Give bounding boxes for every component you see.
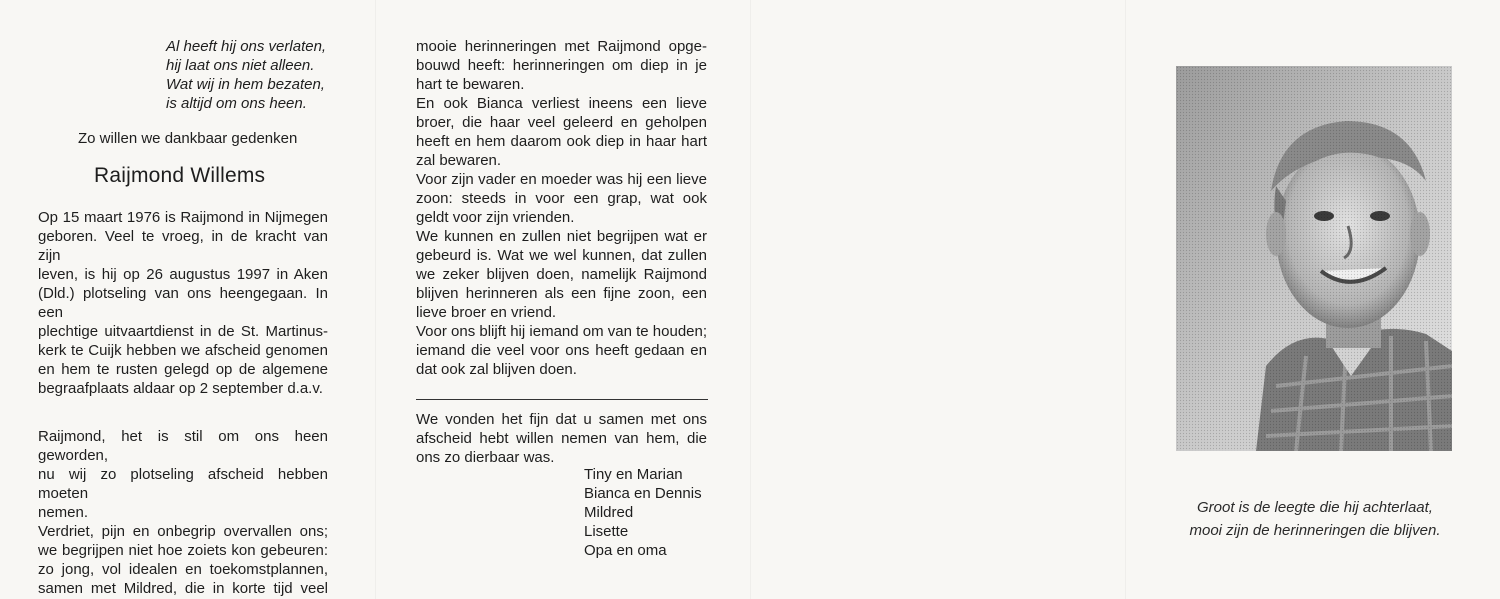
text-line: iemand die veel voor ons heeft gedaan en (416, 342, 707, 359)
text-line: geboren. Veel te vroeg, in de kracht van zijn (38, 228, 328, 264)
text-line: lieve broer en vriend. (416, 304, 557, 321)
divider (416, 399, 708, 400)
portrait-photo (1176, 66, 1452, 451)
text-line: afscheid hebt willen nemen van hem, die (416, 430, 707, 447)
poem-line: Wat wij in hem bezaten, (166, 76, 325, 93)
poem (166, 37, 326, 113)
caption-line: Groot is de leegte die hij achterlaat, (1197, 499, 1433, 516)
text-line: (Dld.) plotseling van ons heengegaan. In een (38, 285, 328, 321)
text-line: plechtige uitvaartdienst in de St. Martinus- (38, 323, 328, 340)
text-line: en hem te rusten gelegd op de algemene (38, 361, 328, 378)
signature-line: Bianca en Dennis (584, 485, 702, 502)
text-line: leven, is hij op 26 augustus 1997 in Aken (38, 266, 328, 283)
text-line: begraafplaats aldaar op 2 september d.a.v. (38, 380, 323, 397)
text-line: Raijmond, het is stil om ons heen geworden, (38, 428, 328, 464)
text-line: En ook Bianca verliest ineens een lieve (416, 95, 707, 112)
signature-line: Mildred (584, 504, 634, 521)
poem-line: hij laat ons niet alleen. (166, 57, 315, 74)
text-line: dat ook zal blijven doen. (416, 361, 577, 378)
text-line: gebeurd is. Wat we wel kunnen, dat zullen (416, 247, 707, 264)
poem-line: Al heeft hij ons verlaten, (166, 38, 327, 55)
paragraph-biography (38, 208, 328, 398)
intro-text: Zo willen we dankbaar gedenken (78, 130, 298, 147)
paragraph-thanks (416, 410, 707, 467)
text-line: we begrijpen niet hoe zoiets kon gebeuren: (38, 542, 328, 559)
fold-line (1125, 0, 1126, 599)
caption-line: mooi zijn de herinneringen die blijven. (1189, 522, 1441, 539)
signature-line: Lisette (584, 523, 629, 540)
column-remembrance (416, 37, 707, 379)
photo-caption (1160, 496, 1470, 542)
text-line: Voor ons blijft hij iemand om van te houden; (416, 323, 708, 340)
text-line: broer, die haar veel geleerd en geholpen (416, 114, 707, 131)
fold-line (375, 0, 376, 599)
signatures (584, 465, 702, 560)
text-line: geldt voor zijn vrienden. (416, 209, 575, 226)
text-line: Voor zijn vader en moeder was hij een lieve (416, 171, 707, 188)
text-line: kerk te Cuijk hebben we afscheid genomen (38, 342, 328, 359)
text-line: zo jong, vol idealen en toekomstplannen, (38, 561, 328, 578)
text-line: We kunnen en zullen niet begrijpen wat er (416, 228, 707, 245)
text-line: nemen. (38, 504, 89, 521)
signature-line: Opa en oma (584, 542, 667, 559)
text-line: zoon: steeds in voor een grap, wat ook (416, 190, 707, 207)
fold-line (750, 0, 751, 599)
text-line: mooie herinneringen met Raijmond opge- (416, 38, 707, 55)
text-line: We vonden het fijn dat u samen met ons (416, 411, 707, 428)
text-line: Verdriet, pijn en onbegrip overvallen ons; (38, 523, 328, 540)
text-line: ons zo dierbaar was. (416, 449, 555, 466)
text-line: bouwd heeft: herinneringen om diep in je (416, 57, 707, 74)
signature-line: Tiny en Marian (584, 466, 683, 483)
text-line: nu wij zo plotseling afscheid hebben moeten (38, 466, 328, 502)
text-line: heeft en hem daarom ook diep in haar hart (416, 133, 707, 150)
portrait-image (1176, 66, 1452, 451)
text-line: hart te bewaren. (416, 76, 525, 93)
text-line: Op 15 maart 1976 is Raijmond in Nijmegen (38, 209, 328, 226)
deceased-name: Raijmond Willems (94, 164, 266, 187)
text-line: blijven herinneren als een fijne zoon, een (416, 285, 707, 302)
text-line: we zeker blijven doen, namelijk Raijmond (416, 266, 707, 283)
paragraph-farewell (38, 427, 328, 598)
text-line: zal bewaren. (416, 152, 502, 169)
poem-line: is altijd om ons heen. (166, 95, 307, 112)
text-line: samen met Mildred, die in korte tijd veel (38, 580, 328, 597)
